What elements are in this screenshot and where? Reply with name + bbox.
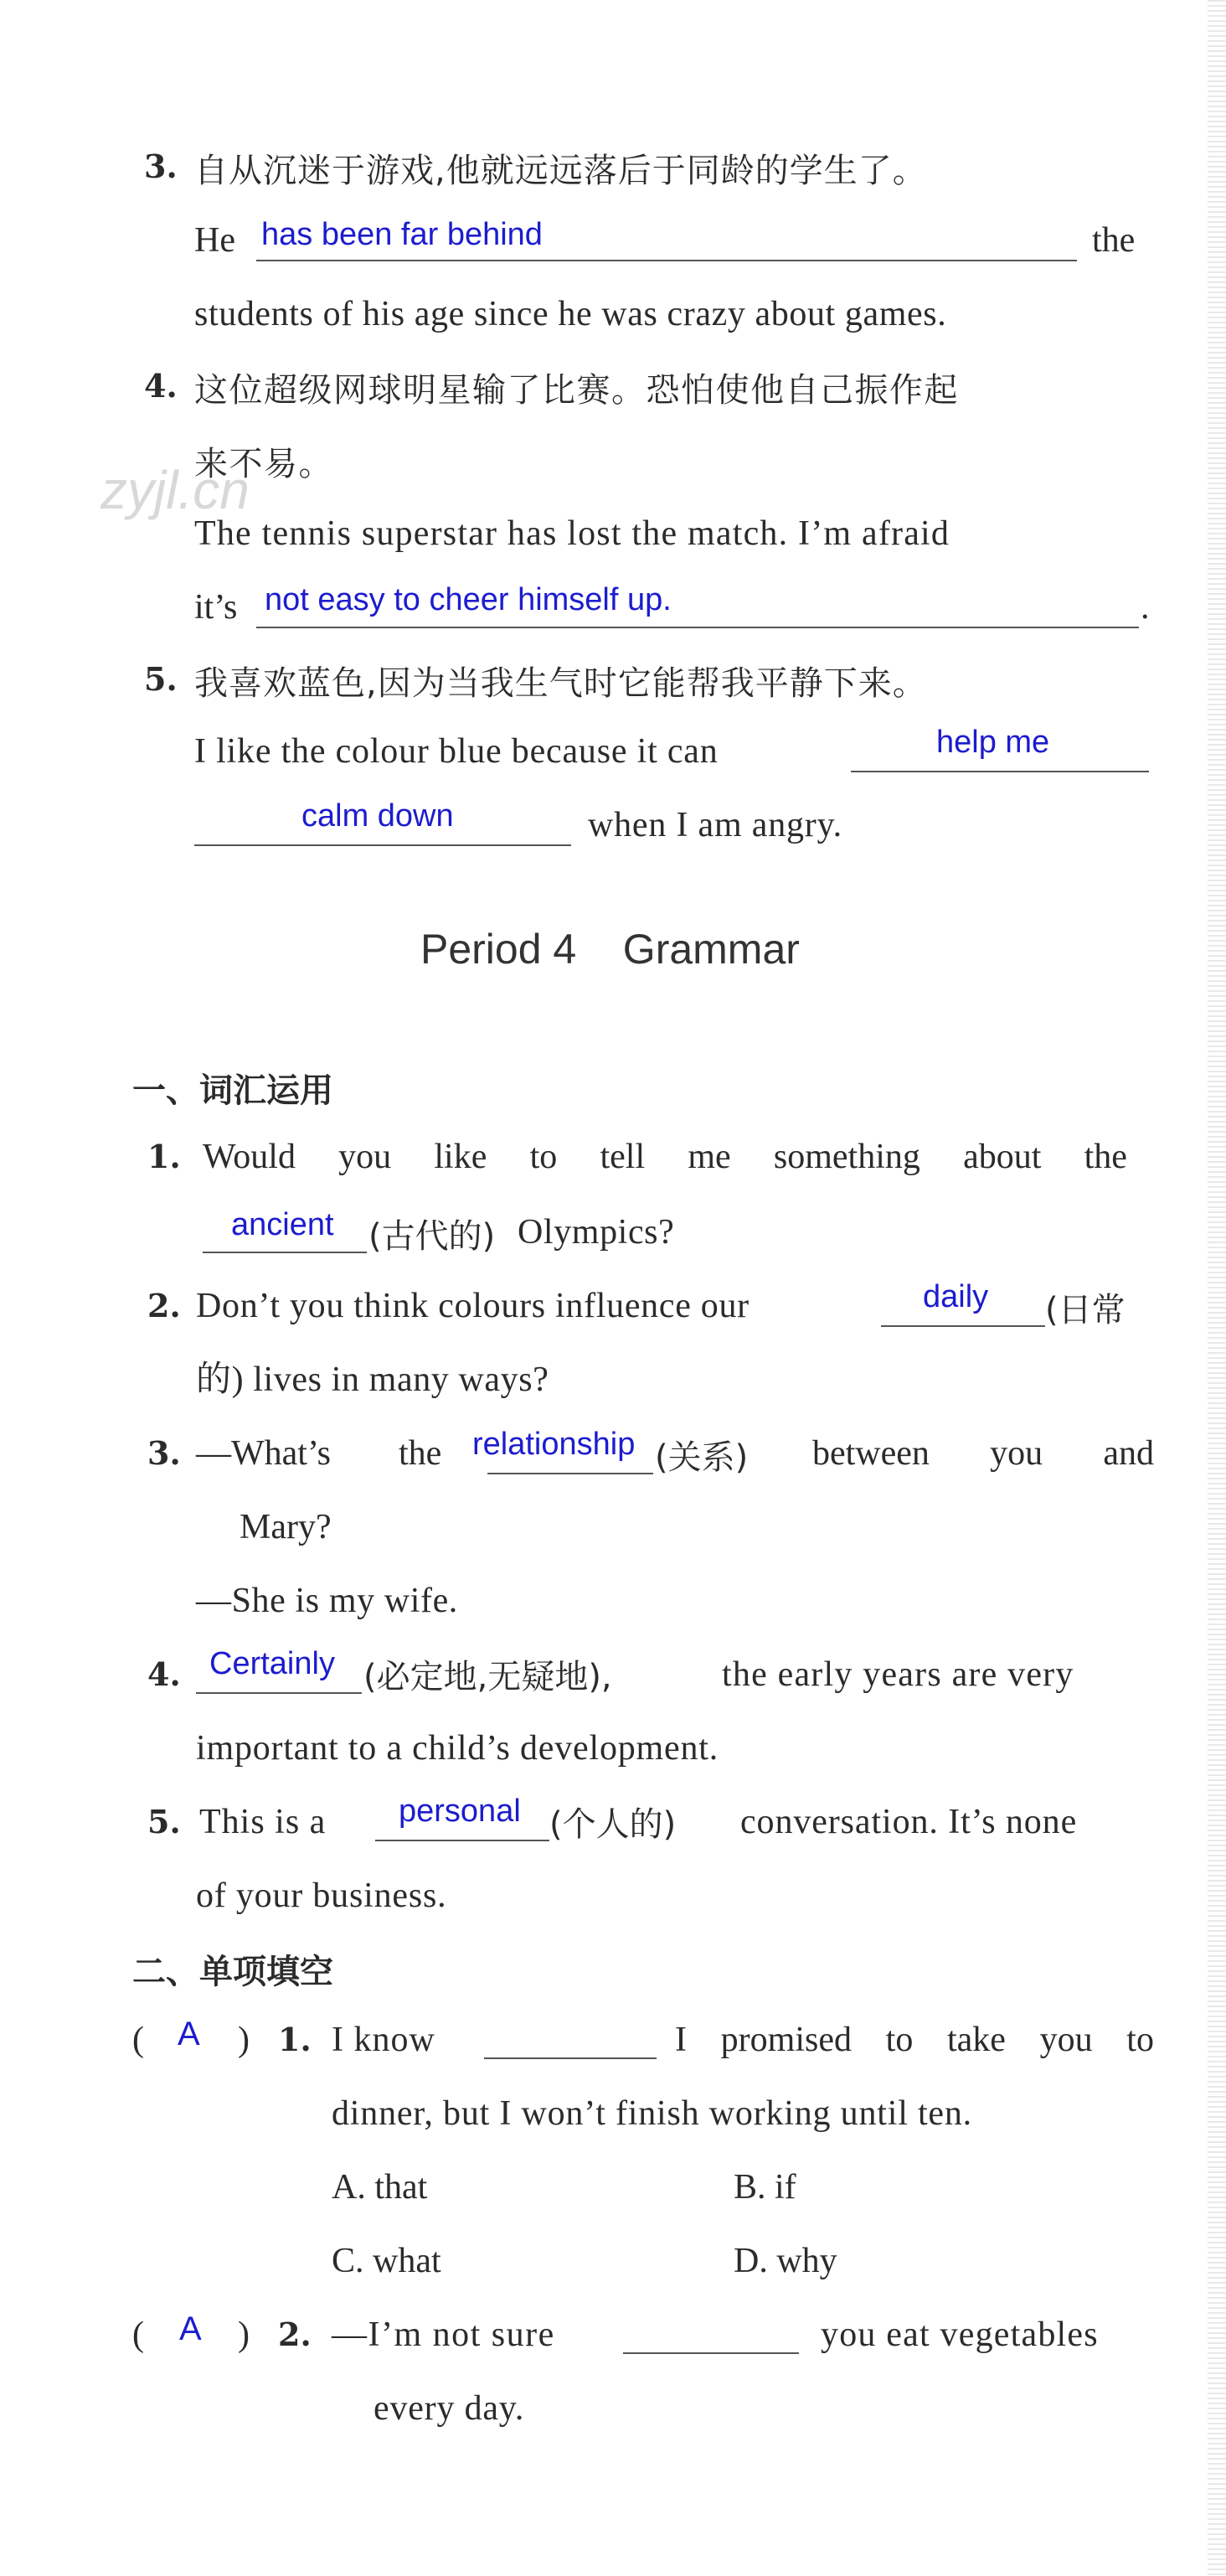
word: the <box>1084 1138 1127 1176</box>
question-number: 1. <box>278 2021 312 2058</box>
sentence-line: 的) lives in many ways? <box>196 1360 549 1399</box>
answer-paren-open: ( <box>132 2315 144 2354</box>
choice-answer[interactable]: A <box>179 2310 202 2347</box>
word: tell <box>600 1138 646 1176</box>
word: Would <box>203 1138 296 1176</box>
answer-blank[interactable] <box>623 2352 799 2354</box>
question-number: 4. <box>147 1655 181 1693</box>
answer-text: ancient <box>231 1207 334 1242</box>
word: I <box>675 2021 687 2059</box>
answer-text: relationship <box>472 1427 636 1462</box>
option-a[interactable]: A. that <box>332 2168 428 2207</box>
question-number: 4. <box>144 367 178 405</box>
sentence-prefix: —I’m not sure <box>332 2315 555 2354</box>
answer-blank[interactable] <box>487 1473 653 1474</box>
sentence-prefix: it’s <box>194 588 238 627</box>
word: like <box>434 1138 487 1176</box>
sentence-line: important to a child’s development. <box>196 1729 719 1768</box>
sentence-suffix: conversation. It’s none <box>740 1803 1078 1841</box>
sentence-suffix: . <box>1141 588 1150 627</box>
chinese-hint: (日常 <box>1045 1291 1126 1329</box>
sentence-suffix: you eat vegetables <box>821 2315 1099 2354</box>
sentence-suffix <box>675 2019 1154 2061</box>
option-b[interactable]: B. if <box>734 2168 796 2207</box>
sentence-line: dinner, but I won’t finish working until ten. <box>332 2094 972 2133</box>
answer-blank[interactable] <box>881 1325 1045 1327</box>
period-title: Period 4 Grammar <box>420 926 800 973</box>
sentence-prefix: He <box>194 221 235 260</box>
sentence-line: The tennis superstar has lost the match. I’m afraid <box>194 514 950 553</box>
question-number: 1. <box>147 1138 181 1175</box>
answer-blank[interactable] <box>203 1252 367 1253</box>
chinese-hint: (必定地,无疑地), <box>363 1658 612 1696</box>
word: something <box>773 1138 920 1176</box>
word: me <box>688 1138 731 1176</box>
sentence-suffix: the early years are very <box>722 1655 1074 1694</box>
word: to <box>529 1138 558 1176</box>
word: and <box>1103 1434 1154 1473</box>
chinese-sentence: 我喜欢蓝色,因为当我生气时它能帮我平静下来。 <box>194 664 927 703</box>
sentence-line: Mary? <box>240 1508 332 1546</box>
chinese-hint: (古代的) <box>368 1217 496 1256</box>
watermark: zyjl.cn <box>100 460 250 520</box>
word: take <box>947 2021 1006 2059</box>
sentence-suffix: Olympics? <box>518 1213 675 1252</box>
option-c[interactable]: C. what <box>332 2242 441 2280</box>
chinese-sentence: 自从沉迷于游戏,他就远远落后于同龄的学生了。 <box>194 152 927 190</box>
answer-text: help me <box>936 725 1050 760</box>
word: you <box>990 1434 1043 1473</box>
question-number: 5. <box>144 660 178 698</box>
section-heading: 一、词汇运用 <box>132 1071 333 1110</box>
answer-paren-open: ( <box>132 2021 144 2059</box>
sentence-suffix: when I am angry. <box>588 806 842 844</box>
answer-text: Certainly <box>209 1646 335 1681</box>
choice-answer[interactable]: A <box>178 2016 200 2052</box>
answer-blank[interactable] <box>256 260 1077 261</box>
word: you <box>1039 2021 1093 2059</box>
word: you <box>338 1138 392 1176</box>
word: to <box>885 2021 914 2059</box>
page-edge-decoration <box>1208 0 1226 2576</box>
dialogue-prefix: —What’s <box>196 1434 331 1473</box>
sentence-line: I like the colour blue because it can <box>194 732 719 771</box>
question-number: 2. <box>147 1287 181 1324</box>
answer-paren-close: ) <box>238 2315 250 2354</box>
chinese-sentence: 这位超级网球明星输了比赛。恐怕使他自己振作起 <box>194 371 959 410</box>
chinese-hint: (个人的) <box>549 1805 677 1844</box>
answer-blank[interactable] <box>256 627 1139 628</box>
question-number: 2. <box>278 2315 312 2353</box>
sentence-suffix <box>812 1433 1154 1474</box>
answer-blank[interactable] <box>375 1840 549 1841</box>
answer-blank[interactable] <box>851 771 1149 772</box>
question-number: 3. <box>147 1434 181 1472</box>
sentence-line: students of his age since he was crazy about games. <box>194 295 947 333</box>
answer-blank[interactable] <box>194 844 571 846</box>
answer-text: personal <box>399 1794 521 1829</box>
answer-text: daily <box>923 1279 989 1314</box>
chinese-hint: (关系) <box>655 1438 749 1477</box>
chinese-sentence: 来不易。 <box>194 445 333 483</box>
answer-blank[interactable] <box>196 1692 362 1694</box>
sentence-prefix: This is a <box>199 1803 327 1841</box>
sentence-prefix: I know <box>332 2021 435 2059</box>
word: between <box>812 1434 930 1473</box>
question-number: 5. <box>147 1803 181 1840</box>
dialogue-word: the <box>399 1434 442 1473</box>
option-d[interactable]: D. why <box>734 2242 837 2280</box>
dialogue-reply: —She is my wife. <box>196 1582 458 1620</box>
answer-paren-close: ) <box>238 2021 250 2059</box>
sentence-line <box>203 1136 1127 1178</box>
section-heading: 二、单项填空 <box>132 1953 333 1991</box>
word: to <box>1126 2021 1154 2059</box>
answer-blank[interactable] <box>484 2057 657 2059</box>
sentence-prefix: Don’t you think colours influence our <box>196 1287 750 1325</box>
word: promised <box>720 2021 852 2059</box>
question-number: 3. <box>144 147 178 185</box>
sentence-line: every day. <box>373 2389 525 2428</box>
answer-text: not easy to cheer himself up. <box>265 582 672 617</box>
sentence-suffix: the <box>1092 221 1136 260</box>
answer-text: calm down <box>301 798 454 834</box>
word: about <box>963 1138 1042 1176</box>
sentence-line: of your business. <box>196 1877 447 1915</box>
answer-text: has been far behind <box>261 217 543 252</box>
